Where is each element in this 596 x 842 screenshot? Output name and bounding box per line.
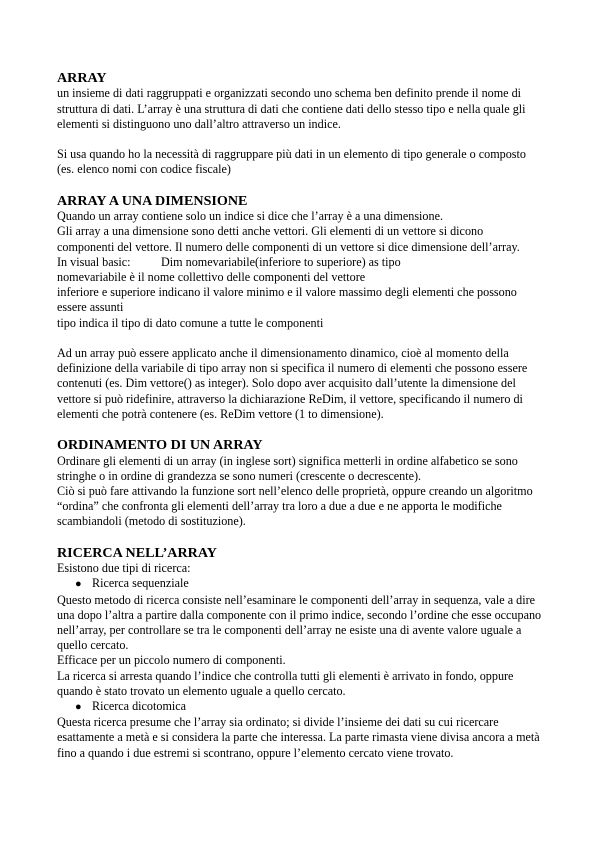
- paragraph-vectors: Gli array a una dimensione sono detti anche vettori. Gli elementi di un vettore si dicono componenti del vettore. Il numero delle componenti di un vettore si dice dimensione dell’array.: [57, 224, 520, 254]
- paragraph-sequential-stop: La ricerca si arresta quando l’indice che controlla tutti gli elementi è arrivato in fondo, oppure quando è stato trovato un elemento uguale a quello cercato.: [57, 668, 514, 698]
- heading-array-one-dimension: ARRAY A UNA DIMENSIONE: [57, 192, 248, 209]
- document-page: [57, 70, 542, 761]
- bullet-icon: ●: [75, 578, 82, 591]
- paragraph-tipo: tipo indica il tipo di dato comune a tutte le componenti: [57, 315, 324, 330]
- heading-array-search: RICERCA NELL’ARRAY: [57, 544, 217, 561]
- heading-array: ARRAY: [57, 70, 107, 86]
- paragraph-one-dimension-intro: Quando un array contiene solo un indice si dice che l’array è a una dimensione.: [57, 209, 443, 224]
- paragraph-sequential-efficiency: Efficace per un piccolo numero di componenti.: [57, 653, 286, 668]
- visual-basic-code: Dim nomevariabile(inferiore to superiore) as tipo: [161, 254, 401, 269]
- list-item-label: Ricerca dicotomica: [92, 699, 187, 714]
- paragraph-nomevariabile: nomevariabile è il nome collettivo delle componenti del vettore: [57, 270, 366, 285]
- heading-array-sorting: ORDINAMENTO DI UN ARRAY: [57, 437, 263, 454]
- paragraph-sequential-method: Questo metodo di ricerca consiste nell’esaminare le componenti dell’array in sequenza, vale a dire una dopo l’altra a partire dalla componente con il primo indice, secondo l’ordine che esse occupano nell’array, per controllare se tra le componenti dell’array ne esiste una di avente valore uguale a quello cercato.: [57, 592, 542, 653]
- paragraph-binary-method: Questa ricerca presume che l’array sia ordinato; si divide l’insieme dei dati su cui ricercare esattamente a metà e si considera la parte che interessa. La parte rimasta viene divisa ancora a metà fino a quando i due estremi si scontrano, oppure l’elemento cercato viene trovato.: [57, 715, 540, 760]
- bullet-icon: ●: [75, 701, 82, 714]
- paragraph-sorting-method: Ciò si può fare attivando la funzione sort nell’elenco delle proprietà, oppure creando un algoritmo “ordina” che confronta gli elementi dell’array tra loro a due a due e ne apporta le modifiche scambiandoli (metodo di sostituzione).: [57, 484, 533, 529]
- list-item-sequential-search: [57, 576, 542, 592]
- list-item-binary-search: [57, 699, 542, 715]
- list-item-label: Ricerca sequenziale: [92, 576, 189, 591]
- paragraph-inferiore-superiore: inferiore e superiore indicano il valore minimo e il valore massimo degli elementi che possono essere assunti: [57, 285, 517, 315]
- paragraph-array-usage: Si usa quando ho la necessità di raggruppare più dati in un elemento di tipo generale o composto (es. elenco nomi con codice fiscale): [57, 147, 526, 177]
- paragraph-dynamic-dimension: Ad un array può essere applicato anche il dimensionamento dinamico, cioè al momento della definizione della variabile di tipo array non si specifica il numero di elementi che possono essere contenuti (es. Dim vettore() as integer). Solo dopo aver acquisito dall’utente la dimensione del vettore si può ridefinire, attraverso la dichiarazione ReDim, il vettore, specificando il numero di elementi che potrà contenere (es. ReDim vettore (1 to dimensione).: [57, 346, 528, 421]
- paragraph-sorting-definition: Ordinare gli elementi di un array (in inglese sort) significa metterli in ordine alfabetico se sono stringhe o in ordine di grandezza se sono numeri (crescente o decrescente).: [57, 453, 518, 483]
- paragraph-array-definition: un insieme di dati raggruppati e organizzati secondo uno schema ben definito prende il nome di struttura di dati. L’array è una struttura di dati che contiene dati dello stesso tipo e nella quale gli elementi si distinguono uno dall’altro attraverso un indice.: [57, 86, 526, 131]
- visual-basic-label: In visual basic:: [57, 254, 131, 269]
- visual-basic-syntax-row: [57, 255, 542, 270]
- paragraph-search-intro: Esistono due tipi di ricerca:: [57, 561, 191, 576]
